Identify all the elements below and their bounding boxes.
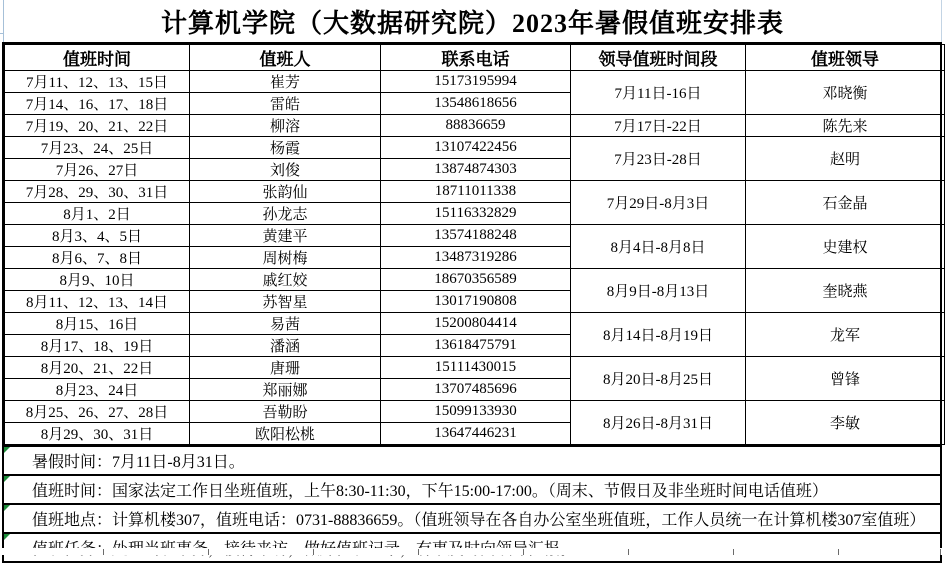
duty-table-frame <box>2 42 942 563</box>
cell-phone[interactable]: 15173195994 <box>381 71 571 93</box>
cell-duty-person[interactable]: 周树梅 <box>190 247 381 269</box>
cell-duty-dates[interactable]: 8月25、26、27、28日 <box>5 401 190 423</box>
cell-duty-person[interactable]: 易茜 <box>190 313 381 335</box>
cell-leader-period[interactable]: 8月20日-8月25日 <box>571 357 746 401</box>
cell-duty-dates[interactable]: 8月23、24日 <box>5 379 190 401</box>
cell-phone[interactable]: 88836659 <box>381 115 571 137</box>
gridline-tick <box>208 549 209 555</box>
gridline-tick <box>838 549 839 555</box>
cell-duty-dates[interactable]: 7月14、16、17、18日 <box>5 93 190 115</box>
cell-duty-leader[interactable]: 奎晓燕 <box>746 269 945 313</box>
cell-duty-dates[interactable]: 7月26、27日 <box>5 159 190 181</box>
header-row <box>5 45 945 71</box>
cell-leader-period[interactable]: 8月9日-8月13日 <box>571 269 746 313</box>
cell-duty-leader[interactable]: 石金晶 <box>746 181 945 225</box>
cell-duty-person[interactable]: 欧阳松桃 <box>190 423 381 445</box>
cell-phone[interactable]: 15099133930 <box>381 401 571 423</box>
cell-duty-person[interactable]: 唐珊 <box>190 357 381 379</box>
cell-duty-person[interactable]: 杨霞 <box>190 137 381 159</box>
gridline-tick <box>103 549 104 555</box>
cell-phone[interactable]: 13017190808 <box>381 291 571 313</box>
cell-duty-person[interactable]: 潘涵 <box>190 335 381 357</box>
cell-duty-person[interactable]: 郑丽娜 <box>190 379 381 401</box>
gridline-tick <box>418 549 419 555</box>
cell-phone[interactable]: 13647446231 <box>381 423 571 445</box>
column-header[interactable]: 值班时间 <box>5 45 190 71</box>
gridline-left <box>3 0 4 42</box>
cell-duty-person[interactable]: 黄建平 <box>190 225 381 247</box>
table-row <box>5 357 945 379</box>
cell-duty-dates[interactable]: 7月19、20、21、22日 <box>5 115 190 137</box>
cell-phone[interactable]: 18670356589 <box>381 269 571 291</box>
cell-phone[interactable]: 13107422456 <box>381 137 571 159</box>
cell-duty-person[interactable]: 刘俊 <box>190 159 381 181</box>
cell-duty-leader[interactable]: 赵明 <box>746 137 945 181</box>
cell-phone[interactable]: 15200804414 <box>381 313 571 335</box>
cell-leader-period[interactable]: 7月17日-22日 <box>571 115 746 137</box>
cell-duty-person[interactable]: 苏智星 <box>190 291 381 313</box>
note-row[interactable] <box>4 532 940 561</box>
cell-duty-leader[interactable]: 曾锋 <box>746 357 945 401</box>
bottom-gridline-strip <box>0 548 945 555</box>
cell-duty-dates[interactable]: 8月15、16日 <box>5 313 190 335</box>
gridline-tick <box>733 549 734 555</box>
note-text: 值班时间：国家法定工作日坐班值班，上午8:30-11:30，下午15:00-17:00。（周末、节假日及非坐班时间电话值班） <box>32 483 828 500</box>
table-row <box>5 71 945 93</box>
note-row[interactable] <box>4 503 940 532</box>
cell-duty-person[interactable]: 戚红姣 <box>190 269 381 291</box>
note-text: 值班地点：计算机楼307，值班电话：0731-88836659。（值班领导在各自办公室坐班值班，工作人员统一在计算机楼307室值班） <box>32 512 926 529</box>
cell-duty-dates[interactable]: 8月9、10日 <box>5 269 190 291</box>
cell-phone[interactable]: 15111430015 <box>381 357 571 379</box>
table-row <box>5 401 945 423</box>
gridline-tick <box>628 549 629 555</box>
cell-duty-dates[interactable]: 8月3、4、5日 <box>5 225 190 247</box>
column-header[interactable]: 值班领导 <box>746 45 945 71</box>
cell-duty-person[interactable]: 孙龙志 <box>190 203 381 225</box>
title-zone <box>0 0 945 42</box>
cell-duty-person[interactable]: 雷皓 <box>190 93 381 115</box>
note-text: 暑假时间：7月11日-8月31日。 <box>32 454 245 471</box>
cell-phone[interactable]: 13487319286 <box>381 247 571 269</box>
cell-duty-leader[interactable]: 邓晓衡 <box>746 71 945 115</box>
cell-phone[interactable]: 13707485696 <box>381 379 571 401</box>
cell-leader-period[interactable]: 8月26日-8月31日 <box>571 401 746 445</box>
cell-duty-dates[interactable]: 7月23、24、25日 <box>5 137 190 159</box>
cell-leader-period[interactable]: 7月23日-28日 <box>571 137 746 181</box>
table-row <box>5 137 945 159</box>
table-row <box>5 225 945 247</box>
cell-leader-period[interactable]: 8月14日-8月19日 <box>571 313 746 357</box>
table-row <box>5 115 945 137</box>
gridline-stub <box>0 33 3 34</box>
duty-table <box>4 44 945 445</box>
cell-duty-person[interactable]: 柳溶 <box>190 115 381 137</box>
cell-error-flag-icon <box>4 447 10 453</box>
cell-duty-person[interactable]: 吾勒盼 <box>190 401 381 423</box>
page-title[interactable]: 计算机学院（大数据研究院）2023年暑假值班安排表 <box>160 8 784 38</box>
cell-leader-period[interactable]: 7月11日-16日 <box>571 71 746 115</box>
cell-phone[interactable]: 18711011338 <box>381 181 571 203</box>
column-header[interactable]: 领导值班时间段 <box>571 45 746 71</box>
table-row <box>5 181 945 203</box>
notes-section <box>4 445 940 561</box>
cell-duty-dates[interactable]: 7月28、29、30、31日 <box>5 181 190 203</box>
note-row[interactable] <box>4 474 940 503</box>
cell-leader-period[interactable]: 8月4日-8月8日 <box>571 225 746 269</box>
cell-duty-dates[interactable]: 8月29、30、31日 <box>5 423 190 445</box>
gridline-right <box>941 0 942 42</box>
cell-error-flag-icon <box>4 476 10 482</box>
note-row[interactable] <box>4 445 940 474</box>
cell-phone[interactable]: 15116332829 <box>381 203 571 225</box>
cell-error-flag-icon <box>4 505 10 511</box>
cell-phone[interactable]: 13548618656 <box>381 93 571 115</box>
cell-phone[interactable]: 13618475791 <box>381 335 571 357</box>
gridline-tick <box>523 549 524 555</box>
column-header[interactable]: 值班人 <box>190 45 381 71</box>
cell-phone[interactable]: 13874874303 <box>381 159 571 181</box>
cell-duty-dates[interactable]: 8月1、2日 <box>5 203 190 225</box>
cell-duty-leader[interactable]: 李敏 <box>746 401 945 445</box>
cell-duty-leader[interactable]: 龙军 <box>746 313 945 357</box>
cell-error-flag-icon <box>4 534 10 540</box>
duty-table-body <box>5 71 945 445</box>
column-header[interactable]: 联系电话 <box>381 45 571 71</box>
cell-leader-period[interactable]: 7月29日-8月3日 <box>571 181 746 225</box>
cell-duty-dates[interactable]: 7月11、12、13、15日 <box>5 71 190 93</box>
cell-duty-leader[interactable]: 史建权 <box>746 225 945 269</box>
cell-phone[interactable]: 13574188248 <box>381 225 571 247</box>
cell-duty-dates[interactable]: 8月17、18、19日 <box>5 335 190 357</box>
gridline-tick <box>313 549 314 555</box>
cell-duty-leader[interactable]: 陈先来 <box>746 115 945 137</box>
cell-duty-dates[interactable]: 8月11、12、13、14日 <box>5 291 190 313</box>
cell-duty-person[interactable]: 崔芳 <box>190 71 381 93</box>
table-row <box>5 313 945 335</box>
gridline-tick <box>940 549 941 555</box>
cell-duty-person[interactable]: 张韵仙 <box>190 181 381 203</box>
cell-duty-dates[interactable]: 8月20、21、22日 <box>5 357 190 379</box>
table-row <box>5 269 945 291</box>
cell-duty-dates[interactable]: 8月6、7、8日 <box>5 247 190 269</box>
